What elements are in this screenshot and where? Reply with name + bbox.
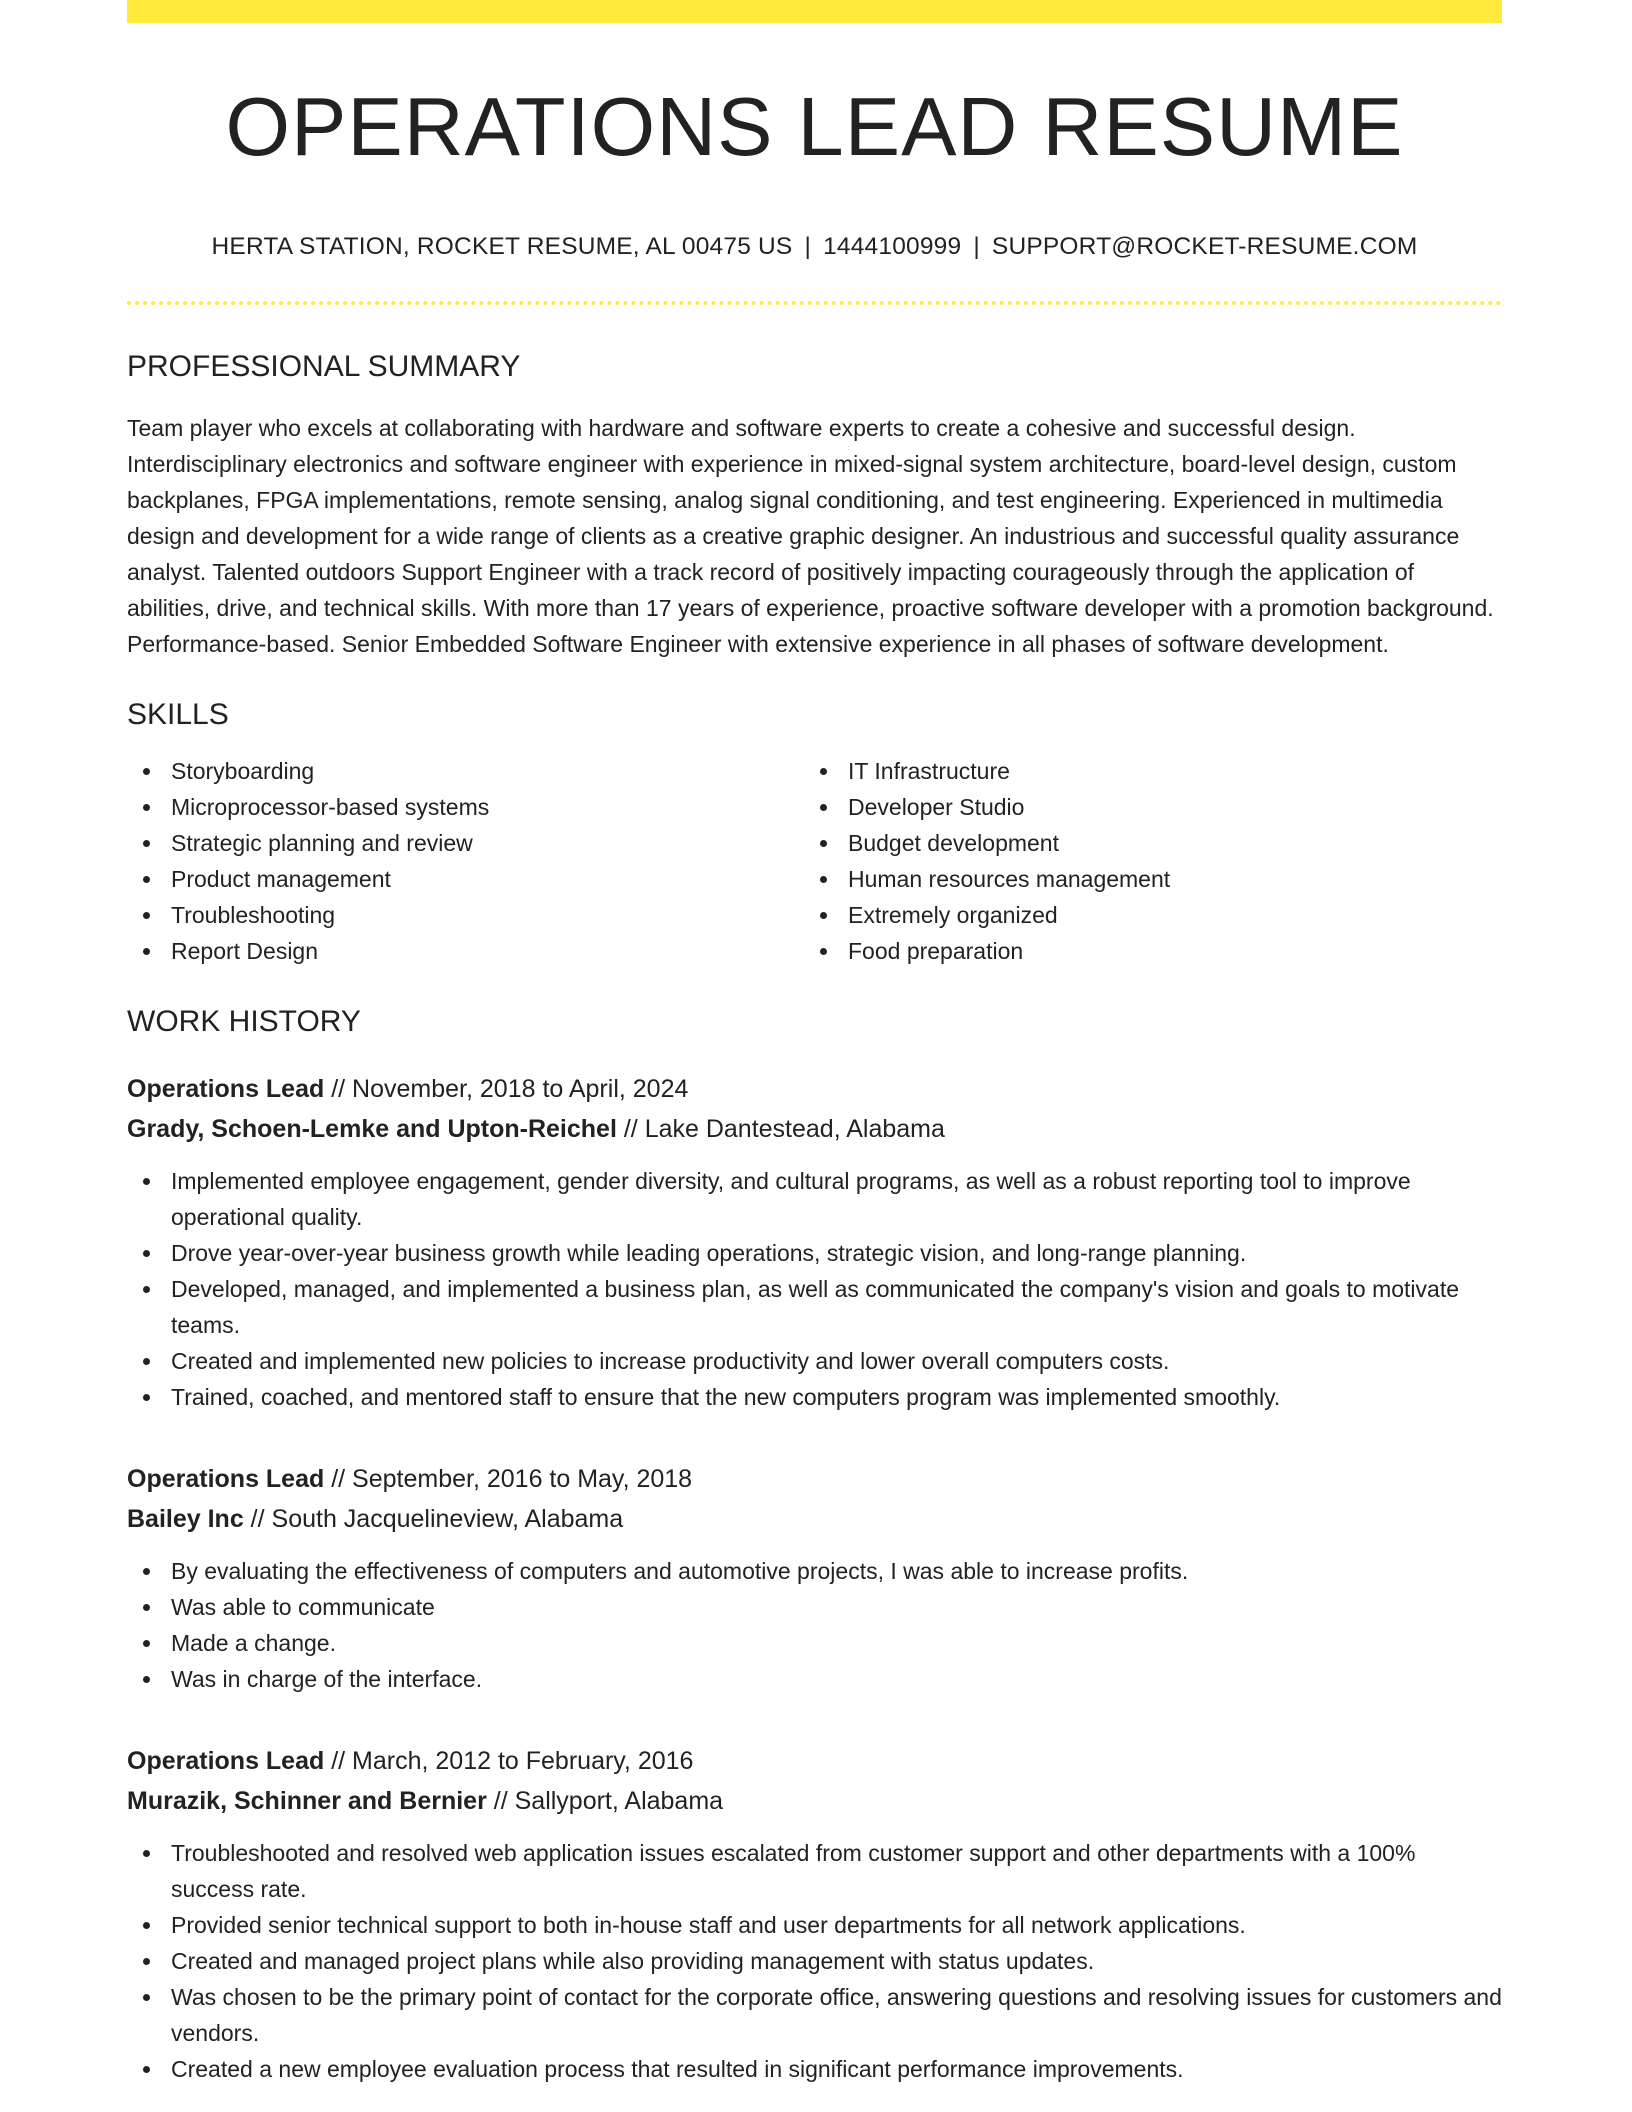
contact-line: [127, 235, 1502, 260]
skill-item: Food preparation: [804, 933, 1481, 969]
job-bullet: Provided senior technical support to both in-house staff and user departments for all network applications.: [127, 1907, 1502, 1943]
skills-list: [127, 753, 1502, 969]
job-title-line: [127, 1069, 1502, 1109]
contact-separator: |: [804, 233, 812, 260]
work-history-heading: WORK HISTORY: [127, 1004, 361, 1038]
skills-heading: SKILLS: [127, 697, 229, 731]
job-location: // Lake Dantestead, Alabama: [616, 1114, 945, 1143]
job-bullets: [127, 1553, 1502, 1697]
summary-text: Team player who excels at collaborating with hardware and software experts to create a cohesive and successful design. Interdisciplinary electronics and software engineer with experience in mixed-signal system architecture, board-level design, custom backplanes, FPGA implementations, remote sensing, analog signal conditioning, and test engineering. Experienced in multimedia design and development for a wide range of clients as a creative graphic designer. An industrious and successful quality assurance analyst. Talented outdoors Support Engineer with a track record of positively impacting courageously through the application of abilities, drive, and technical skills. With more than 17 years of experience, proactive software developer with a promotion background. Performance-based. Senior Embedded Software Engineer with extensive experience in all phases of software development.: [127, 414, 1494, 657]
skill-item: Report Design: [127, 933, 804, 969]
contact-phone: 1444100999: [823, 233, 962, 260]
job-bullet: Made a change.: [127, 1625, 1502, 1661]
resume-page: [127, 0, 1502, 2087]
skill-item: Strategic planning and review: [127, 825, 804, 861]
job-bullet: Drove year-over-year business growth while leading operations, strategic vision, and long-range planning.: [127, 1235, 1502, 1271]
skills-column-right: [804, 753, 1481, 969]
job-company-line: [127, 1781, 1502, 1821]
job-entry: [127, 1069, 1502, 1415]
skill-item: Troubleshooting: [127, 897, 804, 933]
job-bullet: Created a new employee evaluation process that resulted in significant performance improvements.: [127, 2051, 1502, 2087]
dotted-divider: [127, 301, 1502, 305]
contact-separator: |: [973, 233, 980, 260]
skill-item: Extremely organized: [804, 897, 1481, 933]
contact-address: HERTA STATION, ROCKET RESUME, AL 00475 US: [211, 233, 793, 260]
job-dates: // November, 2018 to April, 2024: [324, 1074, 689, 1103]
skill-item: IT Infrastructure: [804, 753, 1481, 789]
job-bullet: Troubleshooted and resolved web application issues escalated from customer support and other departments with a 100% success rate.: [127, 1835, 1502, 1907]
job-company: Bailey Inc: [127, 1504, 244, 1533]
job-bullets: [127, 1835, 1502, 2087]
job-entry: [127, 1741, 1502, 2087]
job-title-line: [127, 1459, 1502, 1499]
job-bullet: Developed, managed, and implemented a business plan, as well as communicated the company's vision and goals to motivate teams.: [127, 1271, 1502, 1343]
skill-item: Storyboarding: [127, 753, 804, 789]
accent-top-bar: [127, 0, 1502, 23]
summary-heading: PROFESSIONAL SUMMARY: [127, 349, 521, 383]
skill-item: Budget development: [804, 825, 1481, 861]
job-dates: // September, 2016 to May, 2018: [324, 1464, 693, 1493]
job-bullet: Was able to communicate: [127, 1589, 1502, 1625]
job-role: Operations Lead: [127, 1464, 325, 1493]
skill-item: Human resources management: [804, 861, 1481, 897]
job-bullet: Was in charge of the interface.: [127, 1661, 1502, 1697]
job-company-line: [127, 1499, 1502, 1539]
job-bullet: Created and implemented new policies to increase productivity and lower overall computers costs.: [127, 1343, 1502, 1379]
skill-item: Microprocessor-based systems: [127, 789, 804, 825]
job-entry: [127, 1459, 1502, 1697]
job-role: Operations Lead: [127, 1074, 325, 1103]
job-bullet: Trained, coached, and mentored staff to ensure that the new computers program was implemented smoothly.: [127, 1379, 1502, 1415]
job-role: Operations Lead: [127, 1746, 325, 1775]
job-location: // Sallyport, Alabama: [486, 1786, 724, 1815]
skills-column-left: [127, 753, 804, 969]
contact-email[interactable]: SUPPORT@ROCKET-RESUME.COM: [991, 233, 1418, 260]
job-dates: // March, 2012 to February, 2016: [324, 1746, 694, 1775]
job-bullets: [127, 1163, 1502, 1415]
job-bullet: By evaluating the effectiveness of computers and automotive projects, I was able to increase profits.: [127, 1553, 1502, 1589]
job-title-line: [127, 1741, 1502, 1781]
job-bullet: Was chosen to be the primary point of contact for the corporate office, answering questions and resolving issues for customers and vendors.: [127, 1979, 1502, 2051]
job-company: Murazik, Schinner and Bernier: [127, 1786, 487, 1815]
resume-title: OPERATIONS LEAD RESUME: [225, 80, 1404, 173]
job-bullet: Implemented employee engagement, gender diversity, and cultural programs, as well as a robust reporting tool to improve operational quality.: [127, 1163, 1502, 1235]
job-company: Grady, Schoen-Lemke and Upton-Reichel: [127, 1114, 617, 1143]
job-location: // South Jacquelineview, Alabama: [243, 1504, 624, 1533]
skill-item: Product management: [127, 861, 804, 897]
job-company-line: [127, 1109, 1502, 1149]
job-bullet: Created and managed project plans while also providing management with status updates.: [127, 1943, 1502, 1979]
skill-item: Developer Studio: [804, 789, 1481, 825]
